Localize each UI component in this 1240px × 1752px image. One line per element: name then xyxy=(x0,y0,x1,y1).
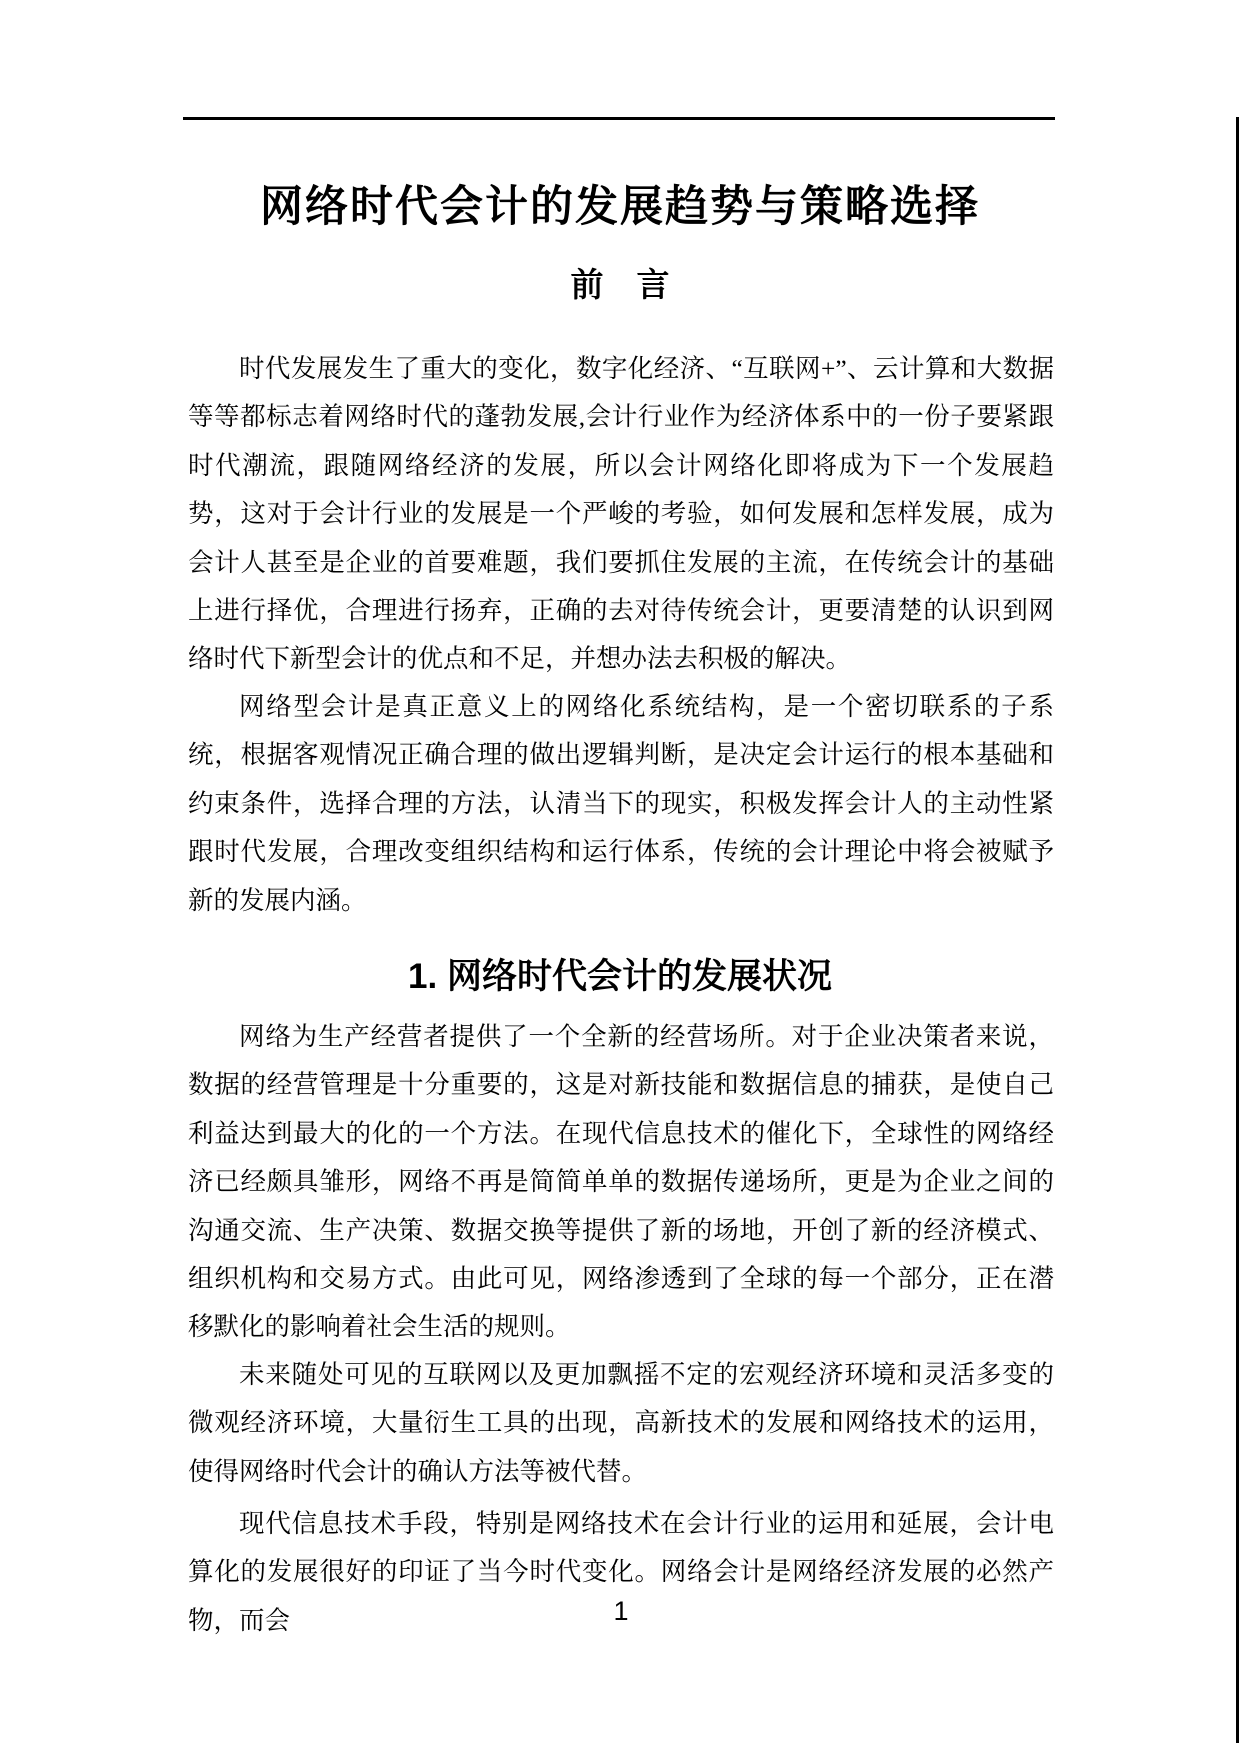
section-1-paragraph-2: 未来随处可见的互联网以及更加飘摇不定的宏观经济环境和灵活多变的微观经济环境，大量衍生工具的出现，高新技术的发展和网络技术的运用，使得网络时代会计的确认方法等被代替。 xyxy=(188,1360,1054,1486)
header-rule xyxy=(183,117,1055,120)
preface-paragraph-1: 时代发展发生了重大的变化，数字化经济、“互联网+”、云计算和大数据等等都标志着网络时代的蓬勃发展,会计行业作为经济体系中的一份子要紧跟时代潮流，跟随网络经济的发展，所以会计网络化即将成为下一个发展趋势，这对于会计行业的发展是一个严峻的考验，如何发展和怎样发展，成为会计人甚至是企业的首要难题，我们要抓住发展的主流，在传统会计的基础上进行择优，合理进行扬弃，正确的去对待传统会计，更要清楚的认识到网络时代下新型会计的优点和不足，并想办法去积极的解决。 xyxy=(188,354,1054,674)
preface-heading: 前 言 xyxy=(570,266,670,304)
section-1-heading: 1. 网络时代会计的发展状况 xyxy=(408,957,832,996)
section-1-paragraph-1: 网络为生产经营者提供了一个全新的经营场所。对于企业决策者来说，数据的经营管理是十分重要的，这是对新技能和数据信息的捕获，是使自己利益达到最大的化的一个方法。在现代信息技术的催化下，全球性的网络经济已经颇具雏形，网络不再是简简单单的数据传递场所，更是为企业之间的沟通交流、生产决策、数据交换等提供了新的场地，开创了新的经济模式、组织机构和交易方式。由此可见，网络渗透到了全球的每一个部分，正在潜移默化的影响着社会生活的规则。 xyxy=(188,1022,1054,1342)
preface-paragraph-2: 网络型会计是真正意义上的网络化系统结构，是一个密切联系的子系统，根据客观情况正确合理的做出逻辑判断，是决定会计运行的根本基础和约束条件，选择合理的方法，认清当下的现实，积极发挥会计人的主动性紧跟时代发展，合理改变组织结构和运行体系，传统的会计理论中将会被赋予新的发展内涵。 xyxy=(188,692,1054,915)
page-number: 1 xyxy=(613,1596,629,1626)
document-title: 网络时代会计的发展趋势与策略选择 xyxy=(260,182,980,231)
page-edge-line xyxy=(1236,117,1239,1743)
section-1-paragraph-3: 现代信息技术手段，特别是网络技术在会计行业的运用和延展，会计电算化的发展很好的印证了当今时代变化。网络会计是网络经济发展的必然产物，而会 xyxy=(188,1509,1054,1635)
